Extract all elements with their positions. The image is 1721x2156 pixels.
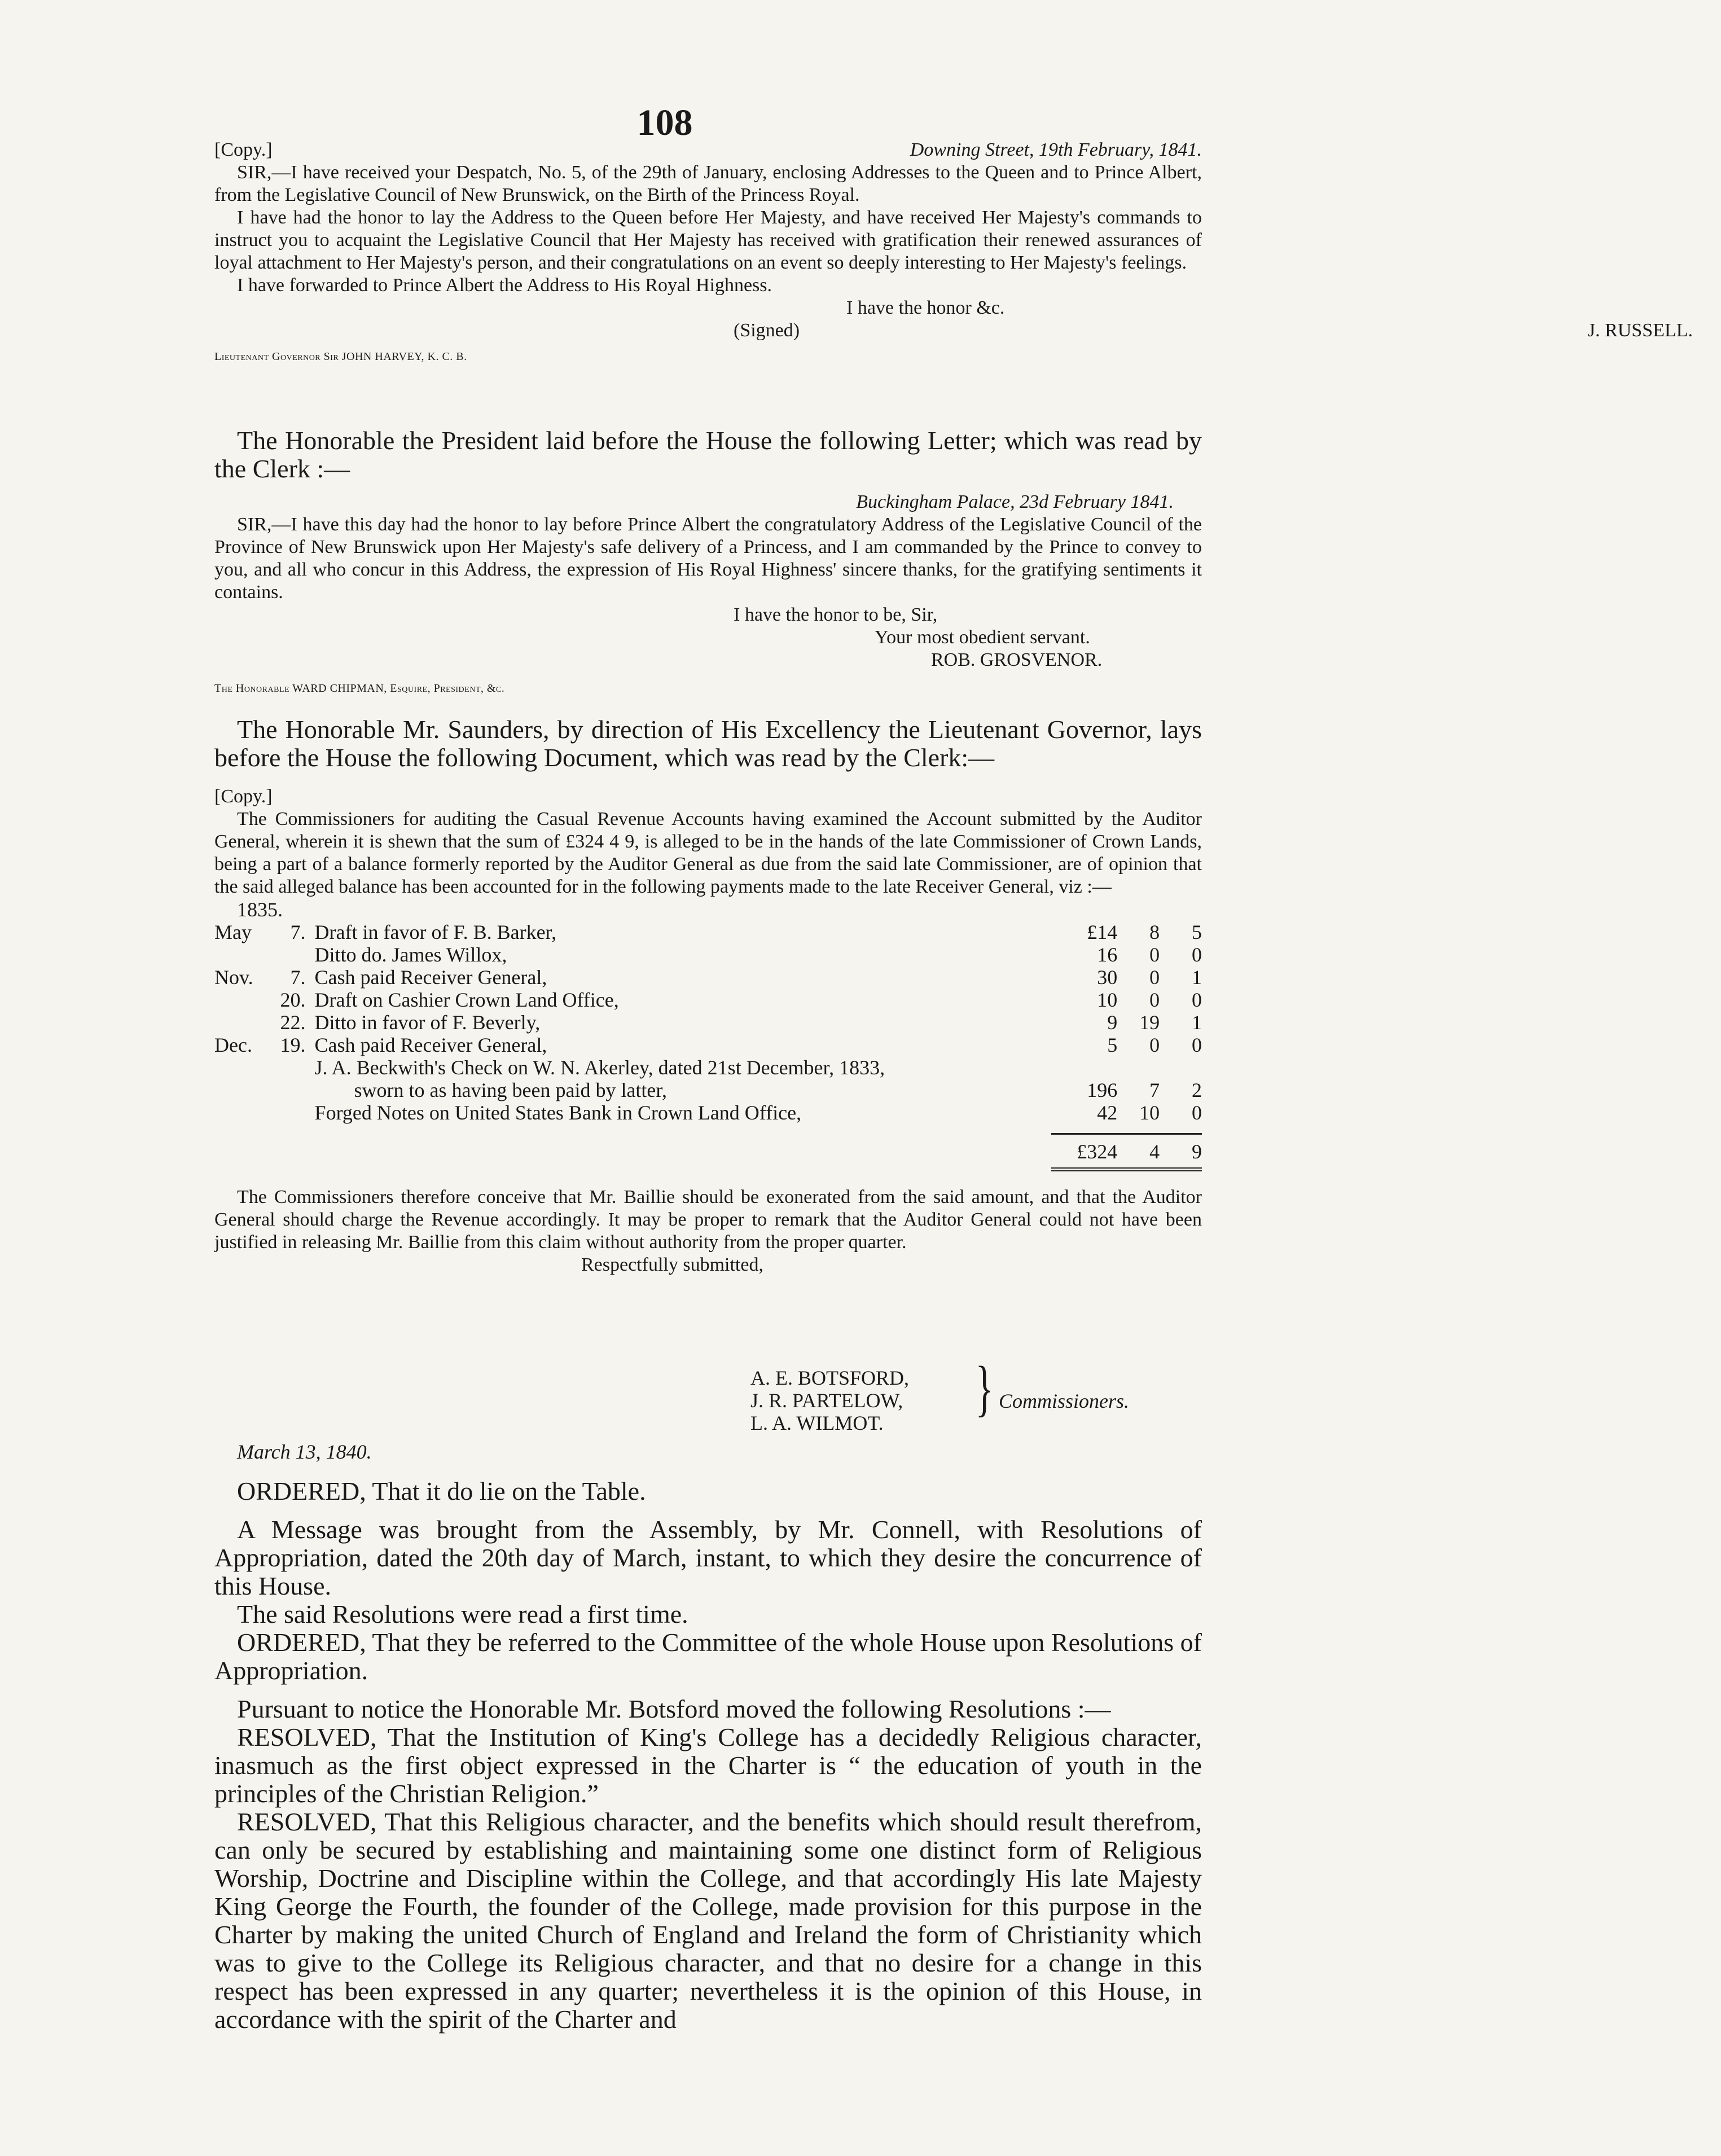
payment-pence: 1 — [1192, 1011, 1202, 1034]
payment-pounds: 9 — [1107, 1011, 1118, 1034]
payment-shillings: 8 — [1149, 921, 1160, 943]
payment-pounds: 42 — [1097, 1101, 1118, 1124]
payment-month — [214, 1011, 263, 1034]
payment-description: Draft in favor of F. B. Barker, — [314, 921, 557, 943]
commissioners-paragraph-2: The Commissioners therefore conceive that Mr. Baillie should be exonerated from the said amount, and that the Auditor General should charge the Revenue accordingly. It may be proper to remark that the Auditor General could not have been justified in releasing Mr. Baillie from this claim without authority from the proper quarter. — [214, 1187, 1202, 1253]
payment-pounds — [1051, 1056, 1118, 1079]
payment-description: sworn to as having been paid by latter, — [354, 1079, 667, 1101]
letter2-paragraph-1: SIR,—I have this day had the honor to lay before Prince Albert the congratulatory Address of the Legislative Council of the Province of New Brunswick upon Her Majesty's safe delivery of a Princess, and I am commanded by the Prince to convey to you, and all who concur in this Address, the expression of His Royal Highness' sincere thanks, for the gratifying sentiments it contains. — [214, 514, 1202, 603]
table-spacer — [214, 1124, 1202, 1134]
letter2-addressee: The Honorable WARD CHIPMAN, Esquire, President, &c. — [214, 682, 505, 695]
payment-description: Ditto do. James Willox, — [314, 943, 507, 966]
letter2-signer: ROB. GROSVENOR. — [931, 649, 1103, 670]
total-pounds: £324 — [1051, 1134, 1118, 1170]
table-row — [214, 989, 1202, 1011]
payment-pence: 2 — [1192, 1079, 1202, 1101]
payment-pounds: £14 — [1087, 921, 1118, 943]
payment-shillings: 0 — [1149, 989, 1160, 1011]
payment-day: 7. — [290, 921, 306, 943]
payment-pounds: 16 — [1097, 943, 1118, 966]
table-row — [214, 966, 1202, 989]
payment-day: 20. — [280, 989, 306, 1011]
payment-day — [263, 1056, 315, 1079]
assembly-message: A Message was brought from the Assembly, by Mr. Connell, with Resolutions of Appropriation, dated the 20th day of March, instant, to which they desire the concurrence of this House. — [214, 1515, 1202, 1600]
account-year: 1835. — [237, 898, 283, 921]
payment-month: Nov. — [214, 966, 253, 989]
respectfully-submitted: Respectfully submitted, — [581, 1254, 763, 1275]
payment-pence: 5 — [1192, 921, 1202, 943]
brace-icon: } — [975, 1354, 994, 1422]
letter-grosvenor — [214, 491, 1202, 700]
payment-day: 22. — [280, 1011, 306, 1034]
payment-shillings: 19 — [1139, 1011, 1160, 1034]
payment-month — [214, 1101, 263, 1124]
payment-shillings — [1117, 1056, 1160, 1079]
payment-pence: 0 — [1192, 989, 1202, 1011]
commissioners-report — [214, 785, 1202, 1276]
payment-shillings: 0 — [1149, 943, 1160, 966]
payment-pence: 1 — [1192, 966, 1202, 989]
signers-block — [750, 1367, 909, 1434]
letter1-closing: I have the honor &c. — [846, 297, 1005, 318]
payment-pence: 0 — [1192, 1101, 1202, 1124]
payment-day — [263, 1101, 315, 1124]
payment-description: Forged Notes on United States Bank in Crown Land Office, — [314, 1101, 802, 1124]
payment-day: 19. — [280, 1034, 306, 1056]
payment-month: Dec. — [214, 1034, 252, 1056]
proceedings — [214, 1477, 1202, 2034]
payment-pounds: 5 — [1107, 1034, 1118, 1056]
payment-pence: 0 — [1192, 1034, 1202, 1056]
pursuant-notice: Pursuant to notice the Honorable Mr. Botsford moved the following Resolutions :— — [237, 1694, 1111, 1723]
letter2-dateline: Buckingham Palace, 23d February 1841. — [856, 491, 1174, 512]
payment-month — [214, 989, 263, 1011]
payment-day: 7. — [290, 966, 306, 989]
signer-2: J. R. PARTELOW, — [750, 1389, 903, 1412]
letter1-signer: J. RUSSELL. — [1587, 320, 1693, 341]
table-row — [214, 1034, 1202, 1056]
table-row — [214, 1056, 1202, 1079]
table-row — [214, 1101, 1202, 1124]
intro-president-letter: The Honorable the President laid before the House the following Letter; which was read by the Clerk :— — [214, 426, 1202, 483]
letter1-dateline: Downing Street, 19th February, 1841. — [910, 139, 1202, 160]
resolution-1: RESOLVED, That the Institution of King's College has a decidedly Religious character, inasmuch as the first object expressed in the Charter is “ the education of youth in the principles of the Christian Religion.” — [214, 1723, 1202, 1808]
letter2-closing-2: Your most obedient servant. — [875, 627, 1090, 648]
signer-1: A. E. BOTSFORD, — [750, 1367, 910, 1389]
copy-label: [Copy.] — [214, 139, 273, 160]
payment-pounds: 196 — [1087, 1079, 1118, 1101]
total-shillings: 4 — [1117, 1134, 1160, 1170]
letter1-paragraph-3: I have forwarded to Prince Albert the Address to His Royal Highness. — [237, 275, 772, 296]
commissioners-label: Commissioners. — [999, 1390, 1130, 1412]
payment-month: May — [214, 921, 252, 943]
total-pence: 9 — [1160, 1134, 1202, 1170]
payment-shillings: 10 — [1139, 1101, 1160, 1124]
read-first-time: The said Resolutions were read a first time. — [237, 1600, 688, 1628]
commissioners-paragraph-1: The Commissioners for auditing the Casual Revenue Accounts having examined the Account submitted by the Auditor General, wherein it is shewn that the sum of £324 4 9, is alleged to be in the hands of the late Commissioner of Crown Lands, being a part of a balance formerly reported by the Auditor General as due from the said late Commissioner, are of opinion that the said alleged balance has been accounted for in the following payments made to the late Receiver General, viz :— — [214, 809, 1202, 897]
payment-description: Cash paid Receiver General, — [314, 966, 547, 989]
signer-3: L. A. WILMOT. — [750, 1412, 884, 1434]
payment-pence — [1160, 1056, 1202, 1079]
table-row — [214, 1079, 1202, 1101]
payment-day — [263, 1079, 315, 1101]
payment-description: Cash paid Receiver General, — [314, 1034, 547, 1056]
ordered-lie-on-table: ORDERED, That it do lie on the Table. — [237, 1477, 646, 1505]
payment-pence: 0 — [1192, 943, 1202, 966]
payment-shillings: 0 — [1149, 1034, 1160, 1056]
letter2-closing-1: I have the honor to be, Sir, — [734, 604, 938, 625]
ordered-committee: ORDERED, That they be referred to the Committee of the whole House upon Resolutions of Appropriation. — [214, 1628, 1202, 1685]
page-number: 108 — [636, 102, 693, 143]
resolution-2: RESOLVED, That this Religious character, and the benefits which should result therefrom, can only be secured by establishing and maintaining some one distinct form of Religious Worship, Doctrine and Discipline within the College, and that accordingly His late Majesty King George the Fourth, the founder of the College, made provision for this purpose in the Charter by making the united Church of England and Ireland the form of Christianity which was to give to the College its Religious character, and that no desire for a change in this respect has been expressed in any quarter; nevertheless it is the opinion of this House, in accordance with the spirit of the Charter and — [214, 1807, 1202, 2034]
letter1-paragraph-1: SIR,—I have received your Despatch, No. 5, of the 29th of January, enclosing Addresses to the Queen and to Prince Albert, from the Legislative Council of New Brunswick, on the Birth of the Princess Royal. — [214, 162, 1202, 205]
letter-russell — [214, 139, 1693, 368]
table-row — [214, 1011, 1202, 1034]
letter1-signed-label: (Signed) — [734, 320, 800, 341]
payments-table — [214, 921, 1202, 1171]
document-date: March 13, 1840. — [237, 1441, 372, 1463]
payment-pounds: 10 — [1097, 989, 1118, 1011]
payment-description: J. A. Beckwith's Check on W. N. Akerley, dated 21st December, 1833, — [314, 1056, 885, 1079]
payment-shillings: 7 — [1149, 1079, 1160, 1101]
letter1-addressee: Lieutenant Governor Sir JOHN HARVEY, K. C. B. — [214, 350, 467, 363]
payment-shillings: 0 — [1149, 966, 1160, 989]
copy-label-2: [Copy.] — [214, 786, 273, 807]
total-row — [214, 1134, 1202, 1170]
table-row — [214, 943, 1202, 966]
payment-month — [214, 943, 263, 966]
table-row — [214, 921, 1202, 943]
intro-saunders-document: The Honorable Mr. Saunders, by direction of His Excellency the Lieutenant Governor, lays before the House the following Document, which was read by the Clerk:— — [214, 715, 1202, 772]
payment-day — [263, 943, 315, 966]
payment-description: Ditto in favor of F. Beverly, — [314, 1011, 541, 1034]
payment-month — [214, 1056, 263, 1079]
payment-month — [214, 1079, 263, 1101]
payment-description: Draft on Cashier Crown Land Office, — [314, 989, 619, 1011]
payment-pounds: 30 — [1097, 966, 1118, 989]
letter1-paragraph-2: I have had the honor to lay the Address to the Queen before Her Majesty, and have received Her Majesty's commands to instruct you to acquaint the Legislative Council that Her Majesty has received with gratification their renewed assurances of loyal attachment to Her Majesty's person, and their congratulations on an event so deeply interesting to Her Majesty's feelings. — [214, 207, 1202, 273]
